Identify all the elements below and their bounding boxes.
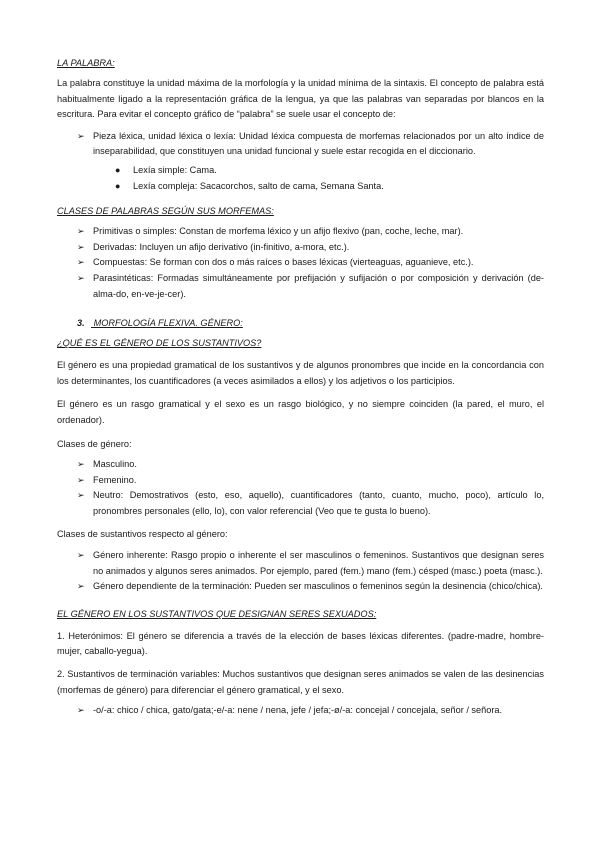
arrow-bullet-icon: ➢: [77, 130, 85, 141]
section-heading-la-palabra: LA PALABRA:: [57, 58, 115, 68]
paragraph-intro: La palabra constituye la unidad máxima de la morfología y la unidad mínima de la sintaxis. El concepto de palabra está habitualmente ligado a la representación gráfica de la lengua, ya que las palabras van separadas por blancos en la escritura. Para evitar el concepto gráfico de “palabra” se suele usar el concepto de:: [57, 78, 544, 120]
subheading-que-es-genero: ¿QUÉ ES EL GÉNERO DE LOS SUSTANTIVOS?: [57, 338, 262, 349]
arrow-bullet-icon: ➢: [77, 490, 85, 501]
list-item: ● Lexía compleja: Sacacorchos, salto de cama, Semana Santa.: [57, 179, 544, 195]
arrow-list-clases-palabras: [57, 224, 544, 302]
bullet-list-lexias: [57, 163, 544, 194]
paragraph-genero-definicion: El género es una propiedad gramatical de los sustantivos y de algunos pronombres que incide en la concordancia con los determinantes, los cuantificadores (a veces asimilados a ellos) y los adjetivos o los participios.: [57, 360, 544, 386]
list-item: ➢ Masculino.: [57, 457, 544, 473]
arrow-bullet-icon: ➢: [77, 272, 85, 283]
list-item: ➢ Derivadas: Incluyen un afijo derivativo (in-finitivo, a-mora, etc.).: [57, 240, 544, 256]
section-heading-genero-seres-sexuados: EL GÉNERO EN LOS SUSTANTIVOS QUE DESIGNAN SERES SEXUADOS:: [57, 608, 377, 619]
label-clases-sustantivos: Clases de sustantivos respecto al género:: [57, 529, 228, 540]
arrow-bullet-icon: ➢: [77, 581, 85, 592]
list-item: ● Lexía simple: Cama.: [57, 163, 544, 179]
arrow-list-pieza-lexica: [57, 129, 544, 160]
list-item: ➢ Parasintéticas: Formadas simultáneamente por prefijación y sufijación o por composición y derivación (de-alma-do, en-ve-je-cer).: [77, 272, 544, 299]
paragraph-genero-sexo: El género es un rasgo gramatical y el sexo es un rasgo biológico, y no siempre coinciden (la pared, el muro, el ordenador).: [57, 399, 544, 425]
section-heading-clases-palabras: CLASES DE PALABRAS SEGÚN SUS MORFEMAS:: [57, 206, 274, 217]
list-item: ➢ Género dependiente de la terminación: Pueden ser masculinos o femeninos según la desinencia (chico/chica).: [57, 579, 544, 595]
list-item: ➢ Género inherente: Rasgo propio o inherente el ser masculinos o femeninos. Sustantivos que designan seres no animados y algunos seres animados. Por ejemplo, pared (fem.) mano (fem.) césped (masc.) poeta (masc.).: [77, 550, 544, 576]
arrow-bullet-icon: ➢: [77, 226, 85, 237]
dot-bullet-icon: ●: [115, 180, 121, 191]
list-item: ➢ Compuestas: Se forman con dos o más raíces o bases léxicas (vierteaguas, aguanieve, etc.).: [57, 255, 544, 271]
list-item: ➢ -o/-a: chico / chica, gato/gata;-e/-a: nene / nena, jefe / jefa;-ø/-a: concejal / concejala, señor / señora.: [57, 703, 544, 719]
arrow-list-clases-genero: [57, 457, 544, 519]
arrow-list-clases-sustantivos: [57, 548, 544, 595]
dot-bullet-icon: ●: [115, 164, 121, 175]
paragraph-terminacion-variable: 2. Sustantivos de terminación variables: Muchos sustantivos que designan seres animados se valen de las desinencias (morfemas de género) para diferenciar el género gramatical, y el sexo.: [57, 669, 544, 695]
list-item: ➢ Neutro: Demostrativos (esto, eso, aquello), cuantificadores (tanto, cuanto, mucho, poco), artículo lo, pronombres personales (ello, lo), con valor referencial (Veo que te gusta lo bueno).: [77, 490, 544, 516]
list-item: ➢ Pieza léxica, unidad léxica o lexía: Unidad léxica compuesta de morfemas relacionados por un alto índice de inseparabilidad, que constituyen una unidad funcional y suele estar recogida en el diccionario.: [77, 130, 544, 157]
arrow-bullet-icon: ➢: [77, 705, 85, 716]
arrow-bullet-icon: ➢: [77, 241, 85, 252]
paragraph-heteronimos: 1. Heterónimos: El género se diferencia a través de la elección de bases léxicas diferentes. (padre-madre, hombre-mujer, caballo-yegua).: [57, 630, 544, 657]
arrow-bullet-icon: ➢: [77, 550, 85, 561]
section-heading-morfologia-flexiva: 3. MORFOLOGÍA FLEXIVA. GÉNERO:: [77, 318, 243, 329]
arrow-list-terminaciones: [57, 703, 544, 719]
list-item: ➢ Femenino.: [57, 473, 544, 489]
section-number: 3.: [77, 318, 85, 329]
arrow-bullet-icon: ➢: [77, 257, 85, 268]
list-item: ➢ Primitivas o simples: Constan de morfema léxico y un afijo flexivo (pan, coche, leche, mar).: [57, 224, 544, 240]
label-clases-genero: Clases de género:: [57, 438, 132, 449]
arrow-bullet-icon: ➢: [77, 474, 85, 485]
arrow-bullet-icon: ➢: [77, 459, 85, 470]
